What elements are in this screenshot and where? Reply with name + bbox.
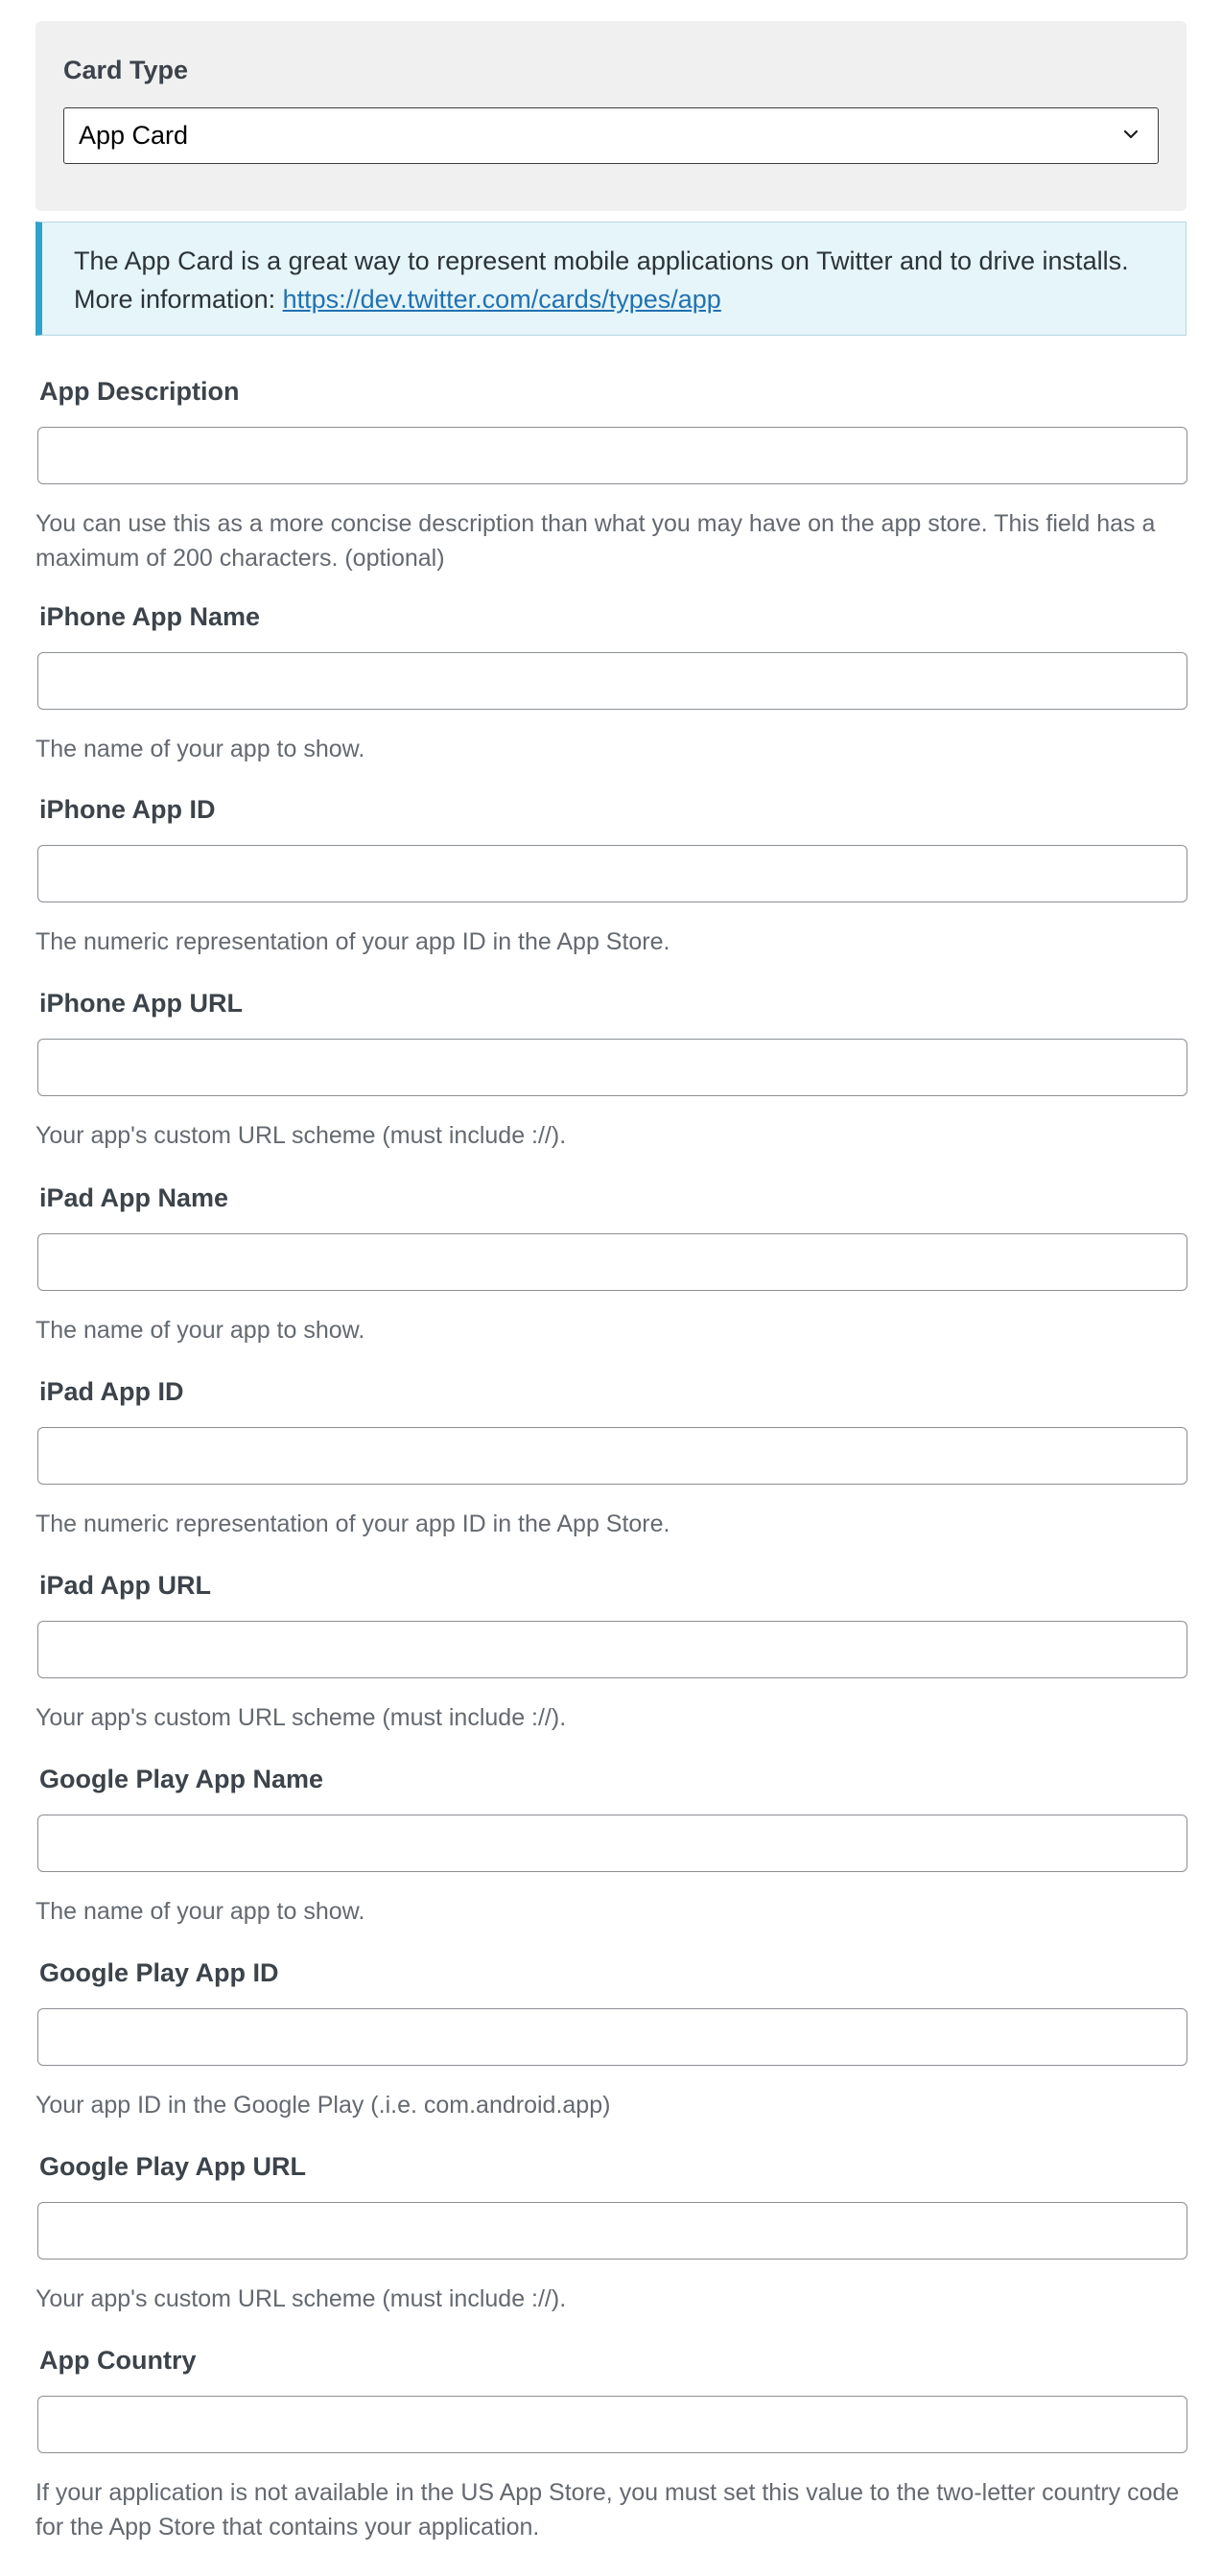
- google-play-app-url-label: Google Play App URL: [39, 2152, 307, 2181]
- ipad-app-name-label: iPad App Name: [39, 1183, 229, 1212]
- google-play-app-id-help: Your app ID in the Google Play (.i.e. com.android.app): [35, 2092, 611, 2119]
- ipad-app-url-help: Your app's custom URL scheme (must include ://).: [35, 1704, 567, 1731]
- iphone-app-url-input[interactable]: [37, 1039, 1187, 1096]
- iphone-app-name-input[interactable]: [37, 652, 1187, 710]
- card-type-select[interactable]: [63, 107, 1159, 164]
- app-description-label: App Description: [39, 377, 240, 406]
- card-type-label: Card Type: [63, 56, 189, 84]
- google-play-app-url-input[interactable]: [37, 2202, 1187, 2260]
- app-description-input[interactable]: [37, 427, 1187, 484]
- app-country-input[interactable]: [37, 2396, 1187, 2453]
- app-card-docs-link[interactable]: https://dev.twitter.com/cards/types/app: [282, 285, 721, 314]
- app-country-help: If your application is not available in the US App Store, you must set this value to the two-letter country code for the App Store that contains your application.: [35, 2479, 1180, 2541]
- google-play-app-url-help: Your app's custom URL scheme (must include ://).: [35, 2285, 567, 2312]
- ipad-app-url-input[interactable]: [37, 1621, 1187, 1678]
- iphone-app-id-label: iPhone App ID: [39, 795, 216, 824]
- iphone-app-url-help: Your app's custom URL scheme (must include ://).: [35, 1122, 567, 1149]
- iphone-app-name-help: The name of your app to show.: [35, 736, 365, 762]
- iphone-app-url-label: iPhone App URL: [39, 989, 243, 1018]
- app-description-help: You can use this as a more concise description than what you may have on the app store. This field has a maximum of 200 characters. (optional): [35, 510, 1156, 572]
- ipad-app-url-label: iPad App URL: [39, 1571, 211, 1600]
- chevron-down-icon: [1121, 125, 1140, 144]
- google-play-app-name-help: The name of your app to show.: [35, 1898, 365, 1925]
- google-play-app-name-input[interactable]: [37, 1815, 1187, 1872]
- app-card-info-notice: [35, 222, 1187, 336]
- ipad-app-id-help: The numeric representation of your app ID in the App Store.: [35, 1510, 670, 1537]
- ipad-app-name-input[interactable]: [37, 1233, 1187, 1291]
- card-type-selected-value: App Card: [79, 121, 189, 150]
- iphone-app-id-help: The numeric representation of your app ID in the App Store.: [35, 928, 670, 955]
- google-play-app-name-label: Google Play App Name: [39, 1765, 324, 1793]
- notice-text: The App Card is a great way to represent mobile applications on Twitter and to drive installs. More information:: [74, 246, 1129, 314]
- google-play-app-id-label: Google Play App ID: [39, 1958, 279, 1987]
- ipad-app-id-input[interactable]: [37, 1427, 1187, 1485]
- card-type-panel: [35, 21, 1187, 211]
- iphone-app-name-label: iPhone App Name: [39, 602, 261, 631]
- google-play-app-id-input[interactable]: [37, 2008, 1187, 2066]
- ipad-app-id-label: iPad App ID: [39, 1377, 184, 1406]
- iphone-app-id-input[interactable]: [37, 845, 1187, 902]
- app-country-label: App Country: [39, 2346, 197, 2375]
- ipad-app-name-help: The name of your app to show.: [35, 1317, 365, 1344]
